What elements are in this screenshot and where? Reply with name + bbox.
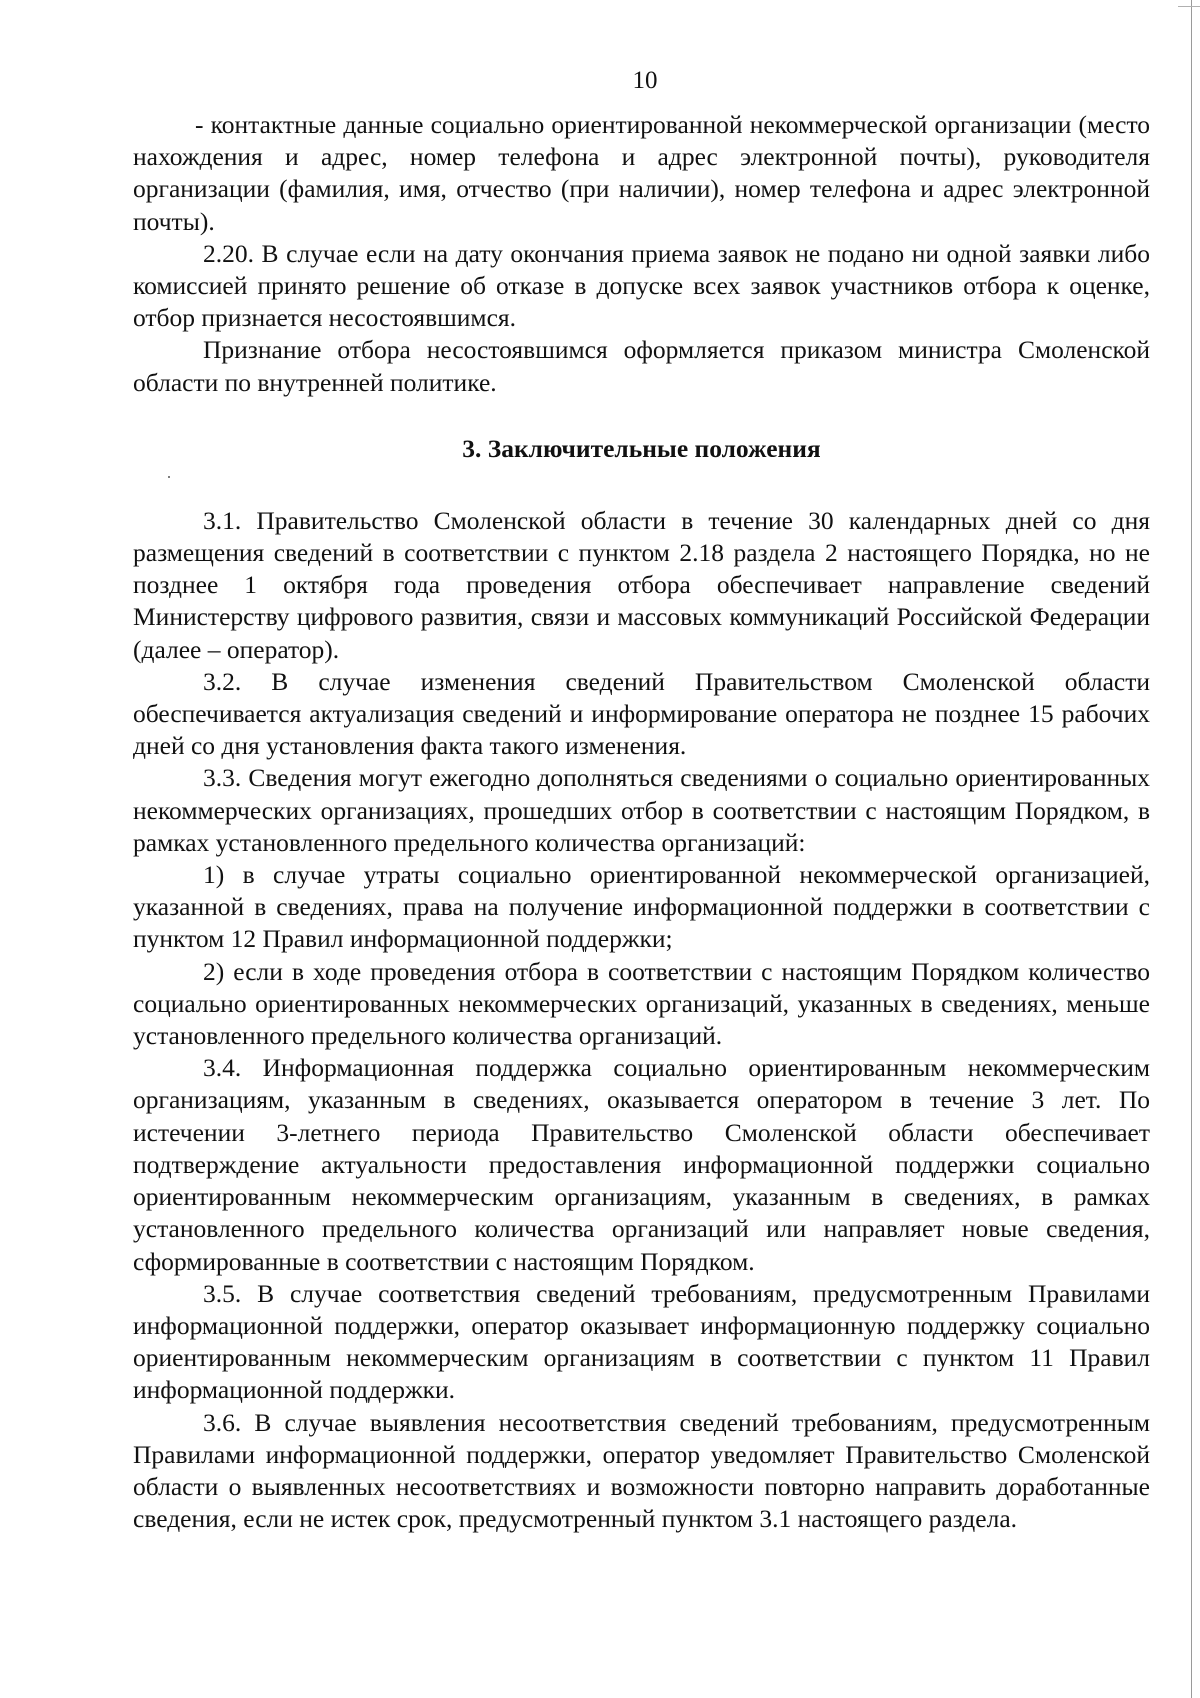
paragraph-selection-failed-order: Признание отбора несостоявшимся оформляется приказом министра Смоленской области по внутренней политике.	[133, 335, 1150, 397]
page-number: 10	[632, 67, 658, 94]
document-body	[133, 109, 1150, 1535]
paragraph-contact-data: - контактные данные социально ориентированной некоммерческой организации (место нахождения и адрес, номер телефона и адрес электронной почты), руководителя организации (фамилия, имя, отчество (при наличии), номер телефона и адрес электронной почты).	[133, 110, 1150, 236]
paragraph-3-1: 3.1. Правительство Смоленской области в течение 30 календарных дней со дня размещения сведений в соответствии с пунктом 2.18 раздела 2 настоящего Порядка, но не позднее 1 октября года проведения отбора обеспечивает направление сведений Министерству цифрового развития, связи и массовых коммуникаций Российской Федерации (далее – оператор).	[133, 505, 1150, 664]
paragraph-3-3-item-2: 2) если в ходе проведения отбора в соответствии с настоящим Порядком количество социально ориентированных некоммерческих организаций, указанных в сведениях, меньше установленного предельного количества организаций.	[133, 956, 1150, 1051]
spacer	[133, 399, 1150, 433]
paragraph-3-3: 3.3. Сведения могут ежегодно дополняться сведениями о социально ориентированных некоммерческих организациях, прошедших отбор в соответствии с настоящим Порядком, в рамках установленного предельного количества организаций:	[133, 763, 1150, 857]
paragraph-2-20: 2.20. В случае если на дату окончания приема заявок не подано ни одной заявки либо комиссией принято решение об отказе в допуске всех заявок участников отбора к оценке, отбор признается несостоявшимся.	[133, 238, 1150, 333]
paragraph-3-4: 3.4. Информационная поддержка социально ориентированным некоммерческим организациям, указанным в сведениях, оказывается оператором в течение 3 лет. По истечении 3-летнего периода Правительство Смоленской области обеспечивает подтверждение актуальности предоставления информационной поддержки социально ориентированным некоммерческим организациям, указанным в сведениях, в рамках установленного предельного количества организаций или направляет новые сведения, сформированные в соответствии с настоящим Порядком.	[133, 1053, 1150, 1276]
paragraph-3-3-item-1: 1) в случае утраты социально ориентированной некоммерческой организацией, указанной в сведениях, права на получение информационной поддержки в соответствии с пунктом 12 Правил информационной поддержки;	[133, 860, 1150, 954]
section-heading: 3. Заключительные положения	[462, 433, 821, 463]
scan-edge-line	[1191, 0, 1192, 1698]
paragraph-3-2: 3.2. В случае изменения сведений Правительством Смоленской области обеспечивается актуализация сведений и информирование оператора не позднее 15 рабочих дней со дня установления факта такого изменения.	[133, 666, 1150, 761]
paragraph-3-6: 3.6. В случае выявления несоответствия сведений требованиям, предусмотренным Правилами информационной поддержки, оператор уведомляет Правительство Смоленской области о выявленных несоответствиях и возможности повторно направить доработанные сведения, если не истек срок, предусмотренный пунктом 3.1 настоящего раздела.	[133, 1407, 1150, 1534]
spacer	[133, 465, 1150, 505]
paragraph-3-5: 3.5. В случае соответствия сведений требованиям, предусмотренным Правилами информационной поддержки, оператор оказывает информационную поддержку социально ориентированным некоммерческим организациям в соответствии с пунктом 11 Правил информационной поддержки.	[133, 1278, 1150, 1405]
scan-edge-corner-line	[1178, 6, 1200, 7]
